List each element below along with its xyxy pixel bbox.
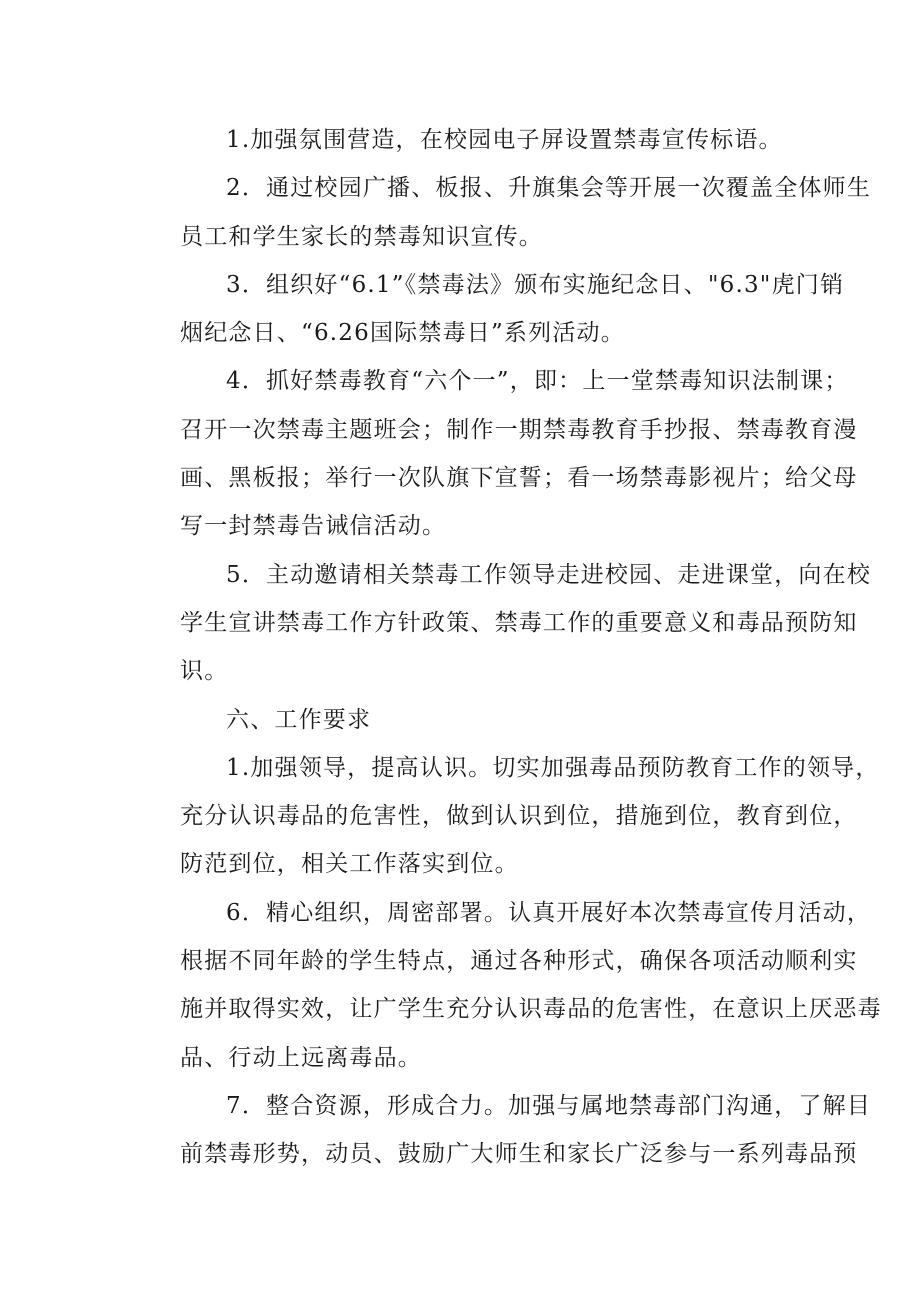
text-line: 品、行动上远离毒品。	[180, 1044, 422, 1071]
text-line: 4．抓好禁毒教育“六个一”，即：上一堂禁毒知识法制课；	[226, 368, 849, 395]
section-heading-text: 六、工作要求	[226, 706, 372, 733]
text-line: 充分认识毒品的危害性，做到认识到位，措施到位，教育到位，	[180, 803, 858, 830]
requirement-item-1	[134, 744, 880, 889]
text-line: 写一封禁毒告诫信活动。	[180, 513, 447, 540]
text-line: 施并取得实效，让广学生充分认识毒品的危害性，在意识上厌恶毒	[180, 996, 882, 1023]
text-line: 召开一次禁毒主题班会；制作一期禁毒教育手抄报、禁毒教育漫	[180, 416, 858, 443]
paragraph-item-2	[134, 164, 872, 261]
paragraph-item-1	[134, 116, 802, 164]
text-line: 画、黑板报；举行一次队旗下宣誓；看一场禁毒影视片；给父母	[180, 465, 858, 492]
paragraph-item-3	[134, 261, 845, 358]
text-line: 识。	[180, 658, 229, 685]
paragraph-item-4	[134, 357, 858, 550]
requirement-item-6	[134, 889, 882, 1082]
text-line: 6．精心组织，周密部署。认真开展好本次禁毒宣传月活动，	[226, 899, 872, 926]
document-body	[134, 116, 882, 1179]
text-line: 员工和学生家长的禁毒知识宣传。	[180, 223, 543, 250]
paragraph-item-5	[134, 551, 872, 696]
text-line: 根据不同年龄的学生特点，通过各种形式，确保各项活动顺利实	[180, 948, 858, 975]
text-line: 防范到位，相关工作落实到位。	[180, 851, 519, 878]
text-line: 学生宣讲禁毒工作方针政策、禁毒工作的重要意义和毒品预防知	[180, 609, 858, 636]
text-line: 1.加强领导，提高认识。切实加强毒品预防教育工作的领导，	[226, 754, 880, 781]
requirement-item-7	[134, 1082, 872, 1179]
text-line: 烟纪念日、“6.26国际禁毒日”系列活动。	[180, 320, 625, 347]
text-line: 3．组织好“6.1”《禁毒法》颁布实施纪念日、"6.3"虎门销	[226, 271, 845, 298]
text-line: 前禁毒形势，动员、鼓励广大师生和家长广泛参与一系列毒品预	[180, 1141, 858, 1168]
section-heading-requirements	[134, 696, 802, 744]
text-line: 5．主动邀请相关禁毒工作领导走进校园、走进课堂，向在校	[226, 561, 872, 588]
text-line: 2．通过校园广播、板报、升旗集会等开展一次覆盖全体师生	[226, 175, 872, 202]
text-line: 1.加强氛围营造，在校园电子屏设置禁毒宣传标语。	[226, 127, 783, 153]
text-line: 7．整合资源，形成合力。加强与属地禁毒部门沟通，了解目	[226, 1092, 872, 1119]
